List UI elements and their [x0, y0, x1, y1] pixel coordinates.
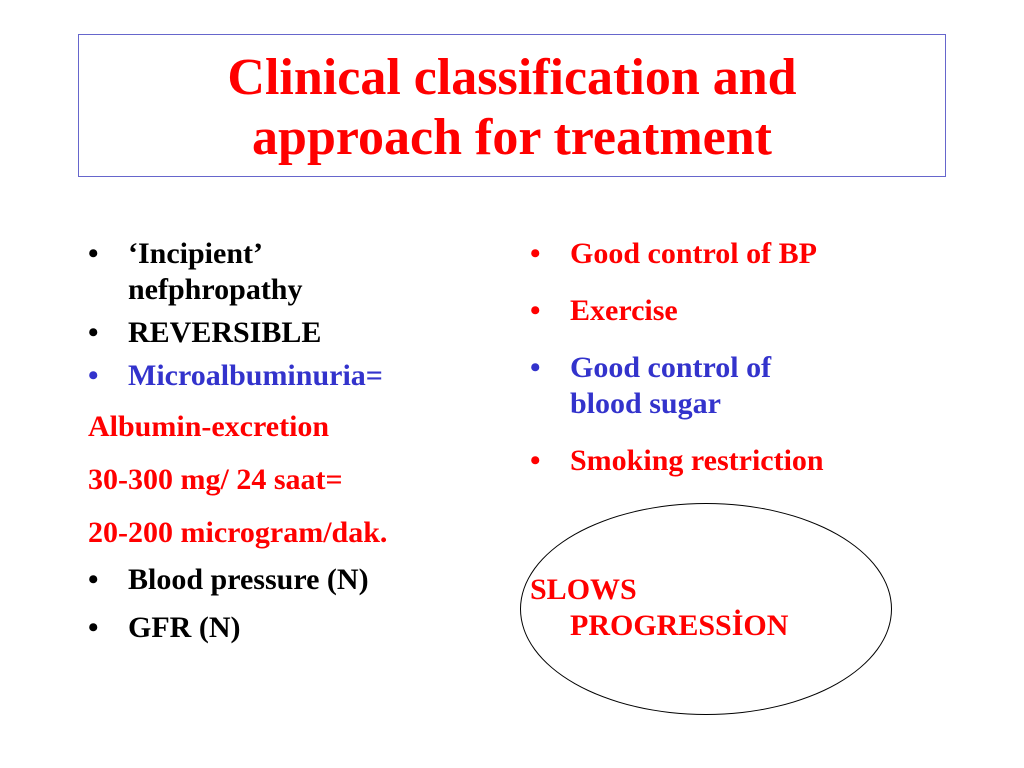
- bullet-icon: •: [88, 316, 99, 349]
- list-item-gfr: [88, 610, 508, 646]
- list-item-reversible: [88, 315, 508, 351]
- callout-line-2: PROGRESSİON: [570, 609, 789, 642]
- bullet-icon: •: [530, 294, 541, 327]
- list-item-blood-sugar: [530, 350, 990, 422]
- blood-pressure-text: Blood pressure (N): [128, 563, 369, 596]
- blood-sugar-line-2: blood sugar: [570, 387, 721, 420]
- smoking-text: Smoking restriction: [570, 444, 824, 477]
- bullet-icon: •: [88, 563, 99, 596]
- bullet-icon: •: [530, 237, 541, 270]
- list-item-smoking: [530, 443, 990, 479]
- bullet-icon: •: [88, 611, 99, 644]
- right-column: [530, 236, 990, 479]
- list-item-microalbuminuria: [88, 358, 508, 394]
- albumin-excretion-text: Albumin-excretion: [88, 410, 330, 443]
- bullet-icon: •: [88, 359, 99, 392]
- range-dak-text: 20-200 microgram/dak.: [88, 516, 388, 549]
- bullet-icon: •: [530, 351, 541, 384]
- left-column: [88, 236, 508, 646]
- bp-control-text: Good control of BP: [570, 237, 817, 270]
- title-line-2: approach for treatment: [252, 108, 772, 166]
- blood-sugar-line-1: Good control of: [570, 351, 772, 384]
- list-item-bp-control: [530, 236, 990, 272]
- callout-line-1: SLOWS: [530, 573, 637, 606]
- list-item-blood-pressure: [88, 562, 508, 598]
- incipient-line-1: ‘Incipient’: [128, 237, 263, 270]
- bullet-icon: •: [88, 237, 99, 270]
- list-item-incipient: [88, 236, 508, 308]
- list-item-exercise: [530, 293, 990, 329]
- title-line-1: Clinical classification and: [227, 48, 797, 106]
- reversible-text: REVERSIBLE: [128, 316, 322, 349]
- incipient-line-2: nefphropathy: [128, 273, 303, 306]
- callout-text: [530, 572, 788, 644]
- range-saat-text: 30-300 mg/ 24 saat=: [88, 463, 343, 496]
- microalbuminuria-text: Microalbuminuria=: [128, 359, 383, 392]
- bullet-icon: •: [530, 444, 541, 477]
- exercise-text: Exercise: [570, 294, 678, 327]
- title-box: [78, 34, 946, 177]
- slide-title: [227, 44, 796, 168]
- gfr-text: GFR (N): [128, 611, 241, 644]
